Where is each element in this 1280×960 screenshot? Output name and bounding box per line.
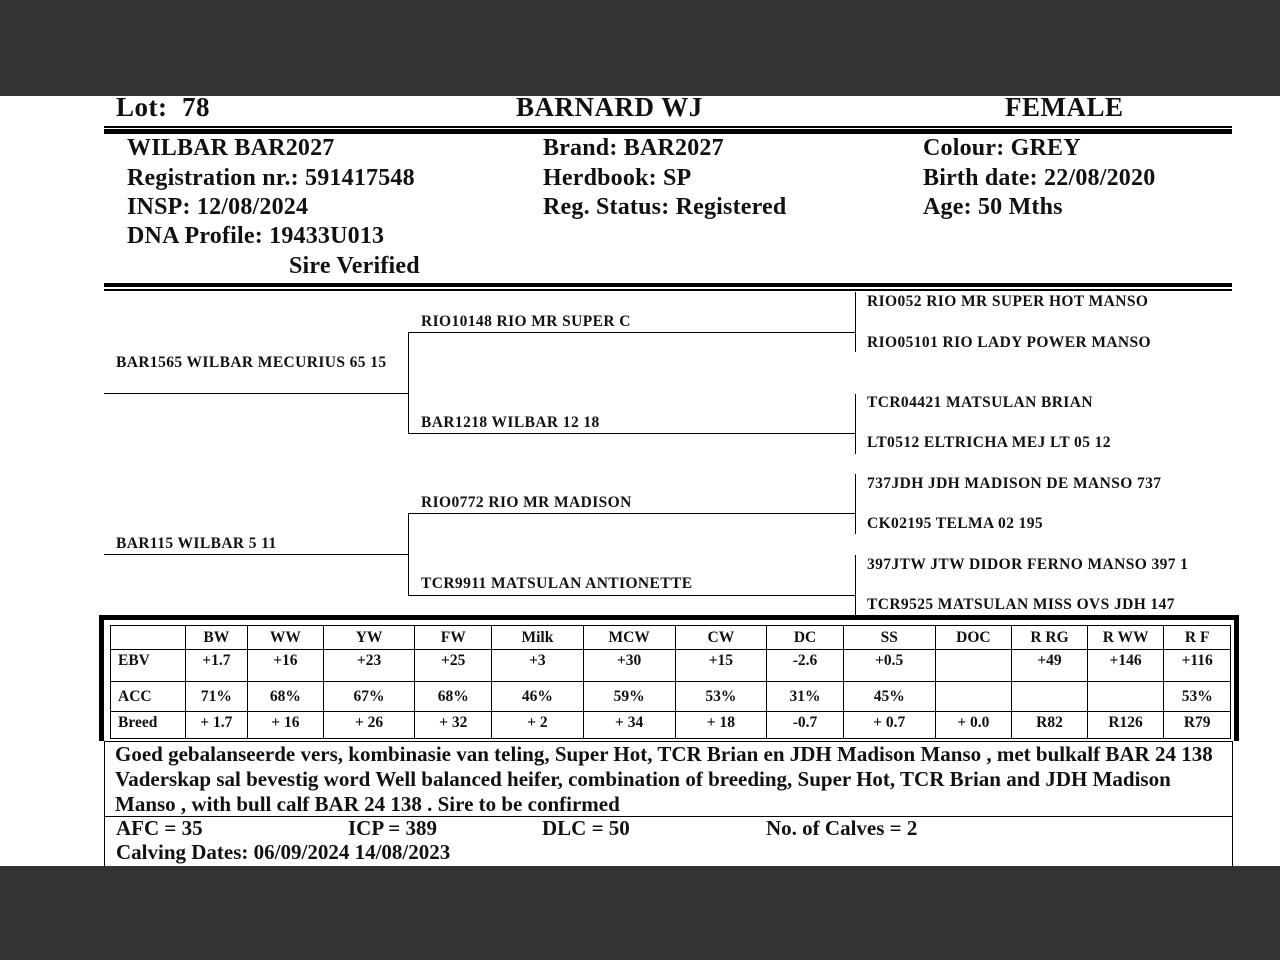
ebv-header-cell: DOC <box>935 626 1012 650</box>
pedigree-ggp-2: RIO05101 RIO LADY POWER MANSO <box>867 334 1152 351</box>
pedigree-dam: BAR115 WILBAR 5 11 <box>116 535 277 552</box>
ebv-cell: +15 <box>675 650 767 682</box>
acc-row-label: ACC <box>111 682 186 712</box>
breed-cell: -0.7 <box>767 712 844 739</box>
ebv-header-row <box>111 626 1231 650</box>
pedigree-ggp-7: 397JTW JTW DIDOR FERNO MANSO 397 1 <box>867 556 1189 573</box>
dna-profile: DNA Profile: 19433U013 <box>127 223 385 249</box>
acc-cell: 71% <box>185 682 248 712</box>
pedigree-connector <box>855 474 856 534</box>
ebv-header-cell: SS <box>843 626 935 650</box>
ebv-header-cell: R WW <box>1087 626 1164 650</box>
pedigree-line <box>408 332 855 333</box>
herdbook: Herdbook: SP <box>543 165 692 191</box>
pedigree-sire-sire: RIO10148 RIO MR SUPER C <box>421 313 631 330</box>
pedigree-sire: BAR1565 WILBAR MECURIUS 65 15 <box>116 354 387 371</box>
breed-row-label: Breed <box>111 712 186 739</box>
pedigree-connector <box>408 333 409 434</box>
sire-verified: Sire Verified <box>289 253 420 279</box>
ebv-row <box>111 650 1231 682</box>
ebv-header-cell: FW <box>415 626 492 650</box>
ebv-header-cell: R RG <box>1012 626 1088 650</box>
acc-cell: 59% <box>583 682 675 712</box>
header-divider-thin <box>104 126 1232 128</box>
acc-cell: 53% <box>675 682 767 712</box>
pedigree-ggp-8: TCR9525 MATSULAN MISS OVS JDH 147 <box>867 596 1175 613</box>
pedigree-ggp-1: RIO052 RIO MR SUPER HOT MANSO <box>867 293 1149 310</box>
reg-status: Reg. Status: Registered <box>543 194 787 220</box>
dlc-value: DLC = 50 <box>542 816 630 840</box>
breeder-name: BARNARD WJ <box>516 96 703 122</box>
pedigree-ggp-6: CK02195 TELMA 02 195 <box>867 515 1044 532</box>
breed-cell: + 26 <box>323 712 415 739</box>
ebv-header-cell: YW <box>323 626 415 650</box>
pedigree-ggp-5: 737JDH JDH MADISON DE MANSO 737 <box>867 475 1162 492</box>
birth-date: Birth date: 22/08/2020 <box>923 165 1156 191</box>
info-divider-thin <box>104 289 1232 291</box>
breed-cell: + 2 <box>492 712 584 739</box>
breed-cell: + 0.0 <box>935 712 1012 739</box>
acc-cell <box>935 682 1012 712</box>
ebv-header-cell: R F <box>1164 626 1231 650</box>
ebv-table <box>110 625 1231 739</box>
acc-cell: 53% <box>1164 682 1231 712</box>
calving-info <box>104 816 1233 866</box>
ebv-cell: +16 <box>248 650 324 682</box>
calves-count: No. of Calves = 2 <box>766 816 918 840</box>
pedigree-ggp-3: TCR04421 MATSULAN BRIAN <box>867 394 1093 411</box>
pedigree-line <box>408 433 855 434</box>
animal-name: WILBAR BAR2027 <box>127 135 335 161</box>
ebv-cell: +30 <box>583 650 675 682</box>
breed-cell: R82 <box>1012 712 1088 739</box>
pedigree-dam-sire: RIO0772 RIO MR MADISON <box>421 494 632 511</box>
ebv-cell: +116 <box>1164 650 1231 682</box>
pedigree-line <box>408 513 855 514</box>
ebv-cell: +3 <box>492 650 584 682</box>
breed-cell: R126 <box>1087 712 1164 739</box>
breed-cell: + 32 <box>415 712 492 739</box>
breed-cell: R79 <box>1164 712 1231 739</box>
calving-dates: Calving Dates: 06/09/2024 14/08/2023 <box>116 840 451 864</box>
acc-cell: 45% <box>843 682 935 712</box>
ebv-table-frame <box>99 615 1239 741</box>
pedigree-dam-dam: TCR9911 MATSULAN ANTIONETTE <box>421 575 693 592</box>
ebv-header-cell: MCW <box>583 626 675 650</box>
breed-cell: + 0.7 <box>843 712 935 739</box>
lot-label <box>116 96 210 123</box>
acc-cell: 31% <box>767 682 844 712</box>
ebv-cell: +1.7 <box>185 650 248 682</box>
brand: Brand: BAR2027 <box>543 135 724 161</box>
ebv-cell: +49 <box>1012 650 1088 682</box>
ebv-header-cell <box>111 626 186 650</box>
acc-cell: 67% <box>323 682 415 712</box>
insp-date: INSP: 12/08/2024 <box>127 194 309 220</box>
ebv-cell: +0.5 <box>843 650 935 682</box>
ebv-cell: -2.6 <box>767 650 844 682</box>
lot-label-text: Lot: <box>116 96 168 122</box>
ebv-header-cell: Milk <box>492 626 584 650</box>
afc-value: AFC = 35 <box>116 816 203 840</box>
acc-cell: 68% <box>415 682 492 712</box>
breed-cell: + 1.7 <box>185 712 248 739</box>
ebv-cell <box>935 650 1012 682</box>
acc-cell: 46% <box>492 682 584 712</box>
ebv-row-label: EBV <box>111 650 186 682</box>
pedigree-dam-line <box>104 554 409 555</box>
breed-row <box>111 712 1231 739</box>
ebv-cell: +146 <box>1087 650 1164 682</box>
breed-cell: + 18 <box>675 712 767 739</box>
pedigree-ggp-4: LT0512 ELTRICHA MEJ LT 05 12 <box>867 434 1111 451</box>
acc-row <box>111 682 1231 712</box>
pedigree-connector <box>855 394 856 454</box>
lot-number: 78 <box>182 96 210 122</box>
pedigree-connector <box>408 514 409 596</box>
age: Age: 50 Mths <box>923 194 1063 220</box>
acc-cell <box>1087 682 1164 712</box>
pedigree-connector <box>855 292 856 352</box>
ebv-cell: +23 <box>323 650 415 682</box>
ebv-header-cell: DC <box>767 626 844 650</box>
info-divider-thick <box>104 283 1232 287</box>
lot-sheet <box>0 96 1280 866</box>
colour: Colour: GREY <box>923 135 1081 161</box>
remarks-text: Goed gebalanseerde vers, kombinasie van teling, Super Hot, TCR Brian en JDH Madison Manso , met bulkalf BAR 24 138 Vaderskap sal bevestig word Well balanced heifer, combination of breeding, Super Hot, TCR Brian and JDH Madison Manso , with bull calf BAR 24 138 . Sire to be confirmed <box>104 741 1233 817</box>
registration-number: Registration nr.: 591417548 <box>127 165 415 191</box>
breed-cell: + 34 <box>583 712 675 739</box>
pedigree-line <box>408 595 855 596</box>
acc-cell: 68% <box>248 682 324 712</box>
ebv-cell: +25 <box>415 650 492 682</box>
ebv-header-cell: CW <box>675 626 767 650</box>
ebv-header-cell: BW <box>185 626 248 650</box>
ebv-header-cell: WW <box>248 626 324 650</box>
pedigree-sire-line <box>104 393 409 394</box>
breed-cell: + 16 <box>248 712 324 739</box>
pedigree-connector <box>855 555 856 615</box>
icp-value: ICP = 389 <box>348 816 437 840</box>
sex-label: FEMALE <box>1005 96 1124 122</box>
pedigree-sire-dam: BAR1218 WILBAR 12 18 <box>421 414 600 431</box>
header-divider-thick <box>104 129 1232 134</box>
acc-cell <box>1012 682 1088 712</box>
